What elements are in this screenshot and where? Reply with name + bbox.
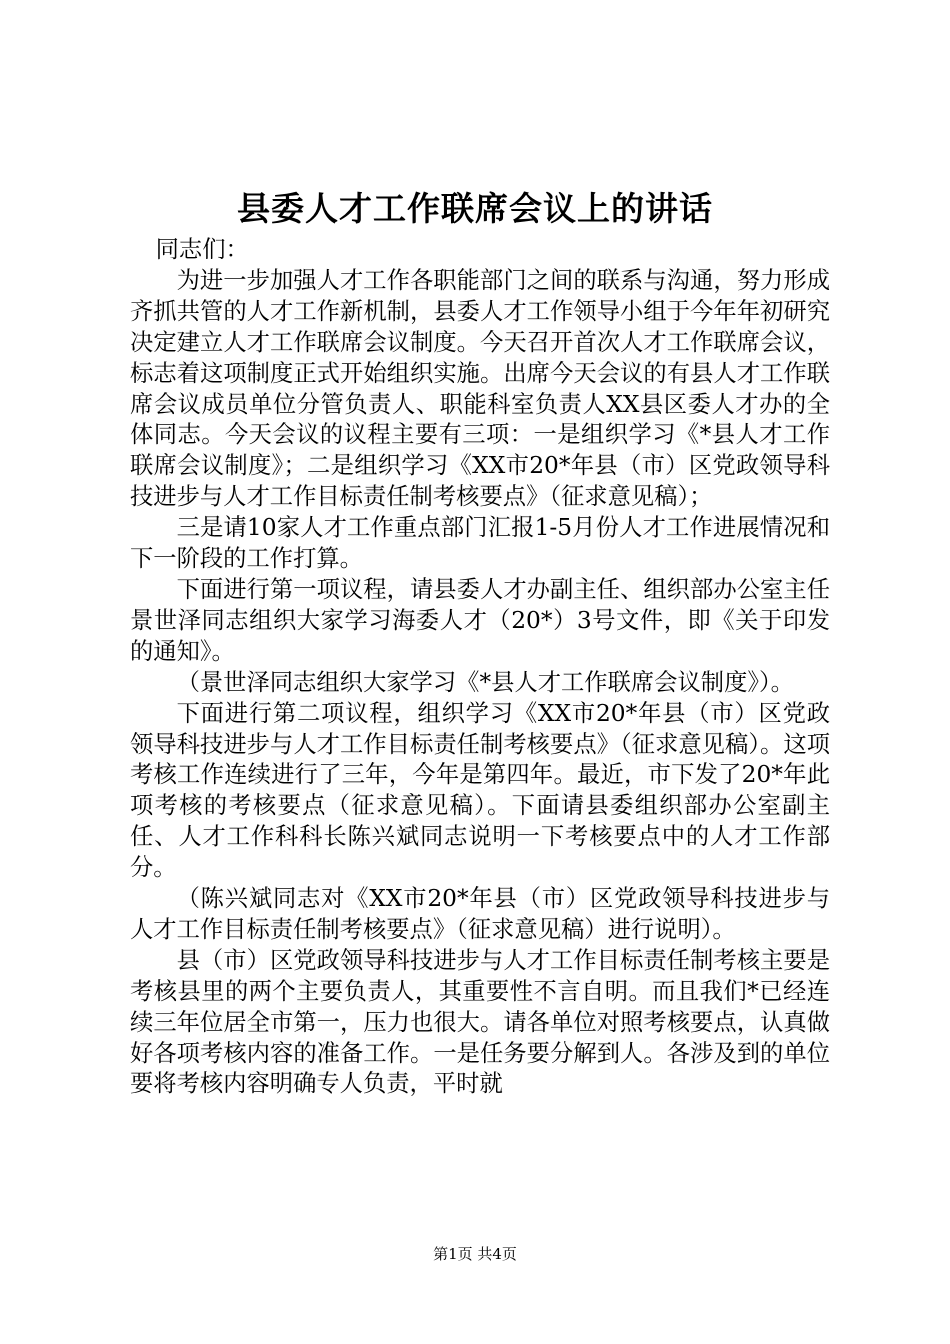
paragraph: 为进一步加强人才工作各职能部门之间的联系与沟通，努力形成齐抓共管的人才工作新机制，县委人才工作领导小组于今年年初研究决定建立人才工作联席会议制度。今天召开首次人才工作联席会议，标志着这项制度正式开始组织实施。出席今天会议的有县人才工作联席会议成员单位分管负责人、职能科室负责人XX县区委人才办的全体同志。今天会议的议程主要有三项：一是组织学习《*县人才工作联席会议制度》；二是组织学习《XX市20*年县（市）区党政领导科技进步与人才工作目标责任制考核要点》（征求意见稿）； bbox=[130, 266, 830, 511]
paragraph: （陈兴斌同志对《XX市20*年县（市）区党政领导科技进步与人才工作目标责任制考核要点》（征求意见稿）进行说明）。 bbox=[130, 885, 830, 943]
paragraph: 下面进行第一项议程，请县委人才办副主任、组织部办公室主任景世泽同志组织大家学习海委人才（20*）3号文件，即《关于印发的通知》。 bbox=[130, 575, 830, 665]
paragraph: 下面进行第二项议程，组织学习《XX市20*年县（市）区党政领导科技进步与人才工作目标责任制考核要点》（征求意见稿）。这项考核工作连续进行了三年，今年是第四年。最近，市下发了20*年此项考核的考核要点（征求意见稿）。下面请县委组织部办公室副主任、人才工作科科长陈兴斌同志说明一下考核要点中的人才工作部分。 bbox=[130, 699, 830, 882]
paragraph: （景世泽同志组织大家学习《*县人才工作联席会议制度》）。 bbox=[176, 668, 794, 696]
paragraph: 三是请10家人才工作重点部门汇报1-5月份人才工作进展情况和下一阶段的工作打算。 bbox=[130, 514, 830, 573]
salutation: 同志们： bbox=[155, 236, 249, 263]
paragraph: 县（市）区党政领导科技进步与人才工作目标责任制考核主要是考核县里的两个主要负责人，其重要性不言自明。而且我们*已经连续三年位居全市第一，压力也很大。请各单位对照考核要点，认真做好各项考核内容的准备工作。一是任务要分解到人。各涉及到的单位要将考核内容明确专人负责，平时就 bbox=[130, 946, 830, 1098]
document-title: 县委人才工作联席会议上的讲话 bbox=[237, 189, 713, 228]
page-footer: 第1页 共4页 bbox=[433, 1245, 517, 1263]
document-body bbox=[130, 235, 830, 1100]
